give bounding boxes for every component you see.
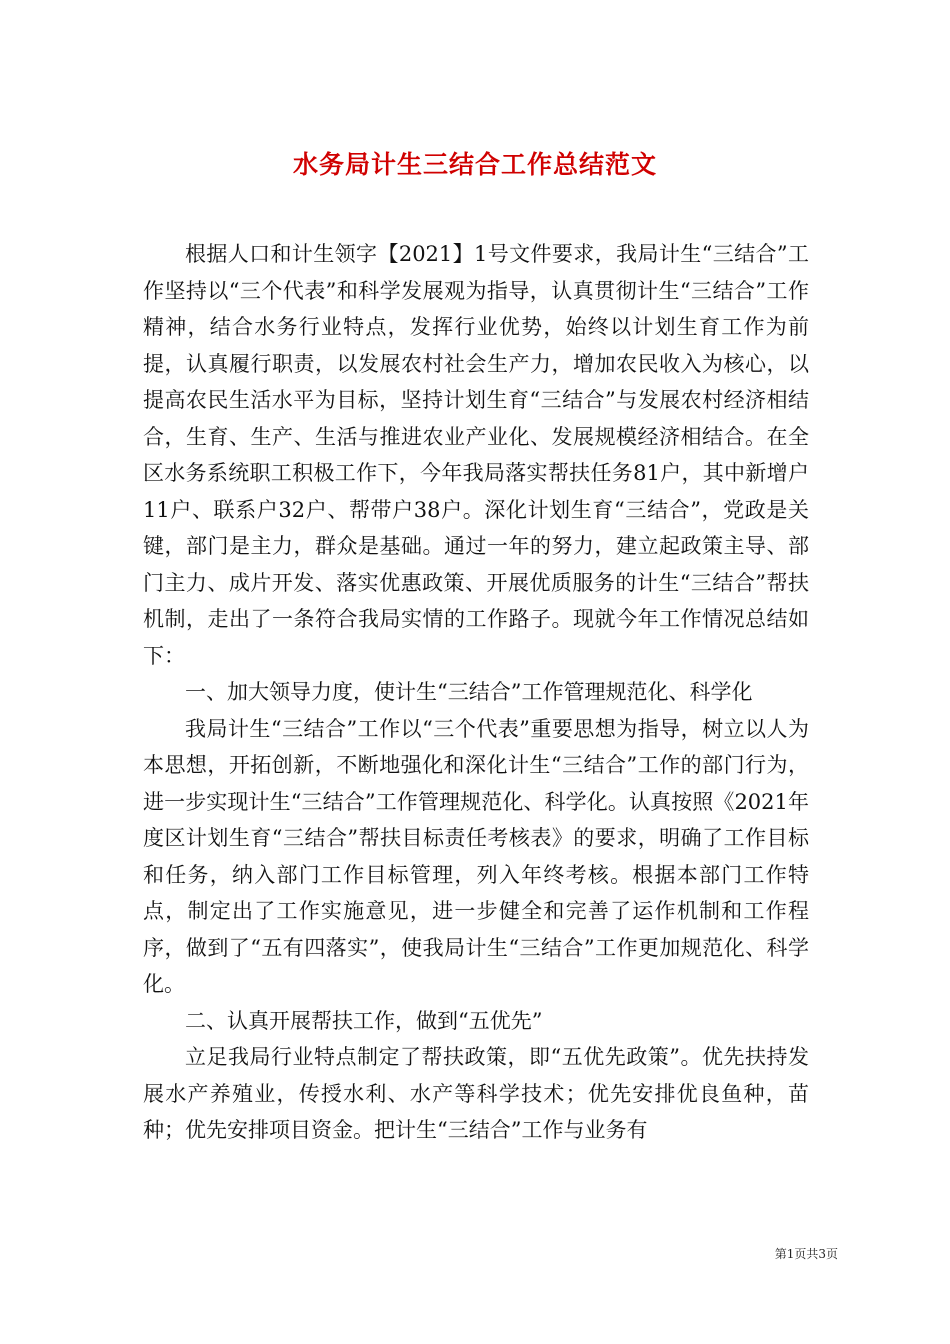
paragraph-intro: 根据人口和计生领字【2021】1号文件要求，我局计生“三结合”工作坚持以“三个代表”和科学发展观为指导，认真贯彻计生“三结合”工作精神，结合水务行业特点，发挥行业优势，始终以计划生育工作为前提，认真履行职责，以发展农村社会生产力，增加农民收入为核心，以提高农民生活水平为目标，坚持计划生育“三结合”与发展农村经济相结合，生育、生产、生活与推进农业产业化、发展规模经济相结合。在全区水务系统职工积极工作下，今年我局落实帮扶任务81户，其中新增户11户、联系户32户、帮带户38户。深化计划生育“三结合”，党政是关键，部门是主力，群众是基础。通过一年的努力，建立起政策主导、部门主力、成片开发、落实优惠政策、开展优质服务的计生“三结合”帮扶机制，走出了一条符合我局实情的工作路子。现就今年工作情况总结如下： xyxy=(143,242,809,668)
section-heading-1: 一、加大领导力度，使计生“三结合”工作管理规范化、科学化 xyxy=(185,680,753,704)
page-title: 水务局计生三结合工作总结范文 xyxy=(292,149,657,179)
document-body xyxy=(143,236,809,1149)
paragraph-section-1: 我局计生“三结合”工作以“三个代表”重要思想为指导，树立以人为本思想，开拓创新，不断地强化和深化计生“三结合”工作的部门行为，进一步实现计生“三结合”工作管理规范化、科学化。认真按照《2021年度区计划生育“三结合”帮扶目标责任考核表》的要求，明确了工作目标和任务，纳入部门工作目标管理，列入年终考核。根据本部门工作特点，制定出了工作实施意见，进一步健全和完善了运作机制和工作程序，做到了“五有四落实”，使我局计生“三结合”工作更加规范化、科学化。 xyxy=(143,716,809,996)
section-heading-2: 二、认真开展帮扶工作，做到“五优先” xyxy=(185,1008,543,1033)
paragraph-section-2: 立足我局行业特点制定了帮扶政策，即“五优先政策”。优先扶持发展水产养殖业，传授水利、水产等科学技术；优先安排优良鱼种，苗种；优先安排项目资金。把计生“三结合”工作与业务有 xyxy=(143,1045,809,1142)
page-number: 第1页共3页 xyxy=(774,1247,838,1261)
